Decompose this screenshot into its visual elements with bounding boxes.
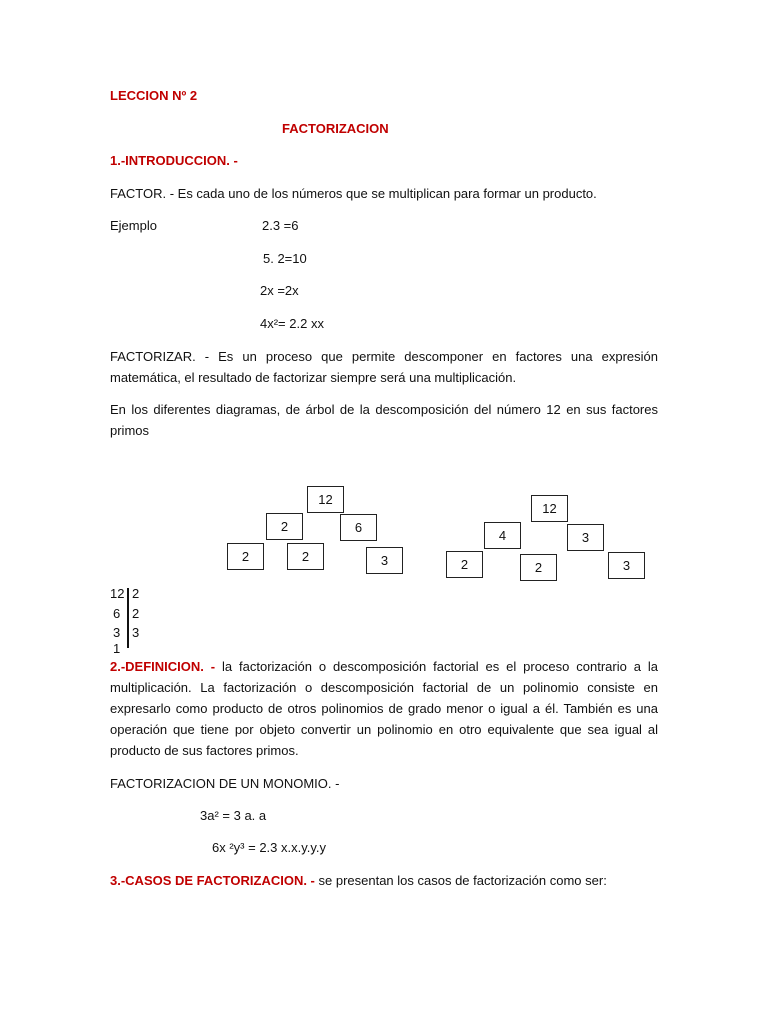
division-divisor: 3 [132,625,140,640]
monomio-example: 3a² = 3 a. a [200,808,267,823]
tree-node: 2 [266,513,303,540]
example-line: 2x =2x [260,283,299,298]
lesson-number: LECCION Nº 2 [110,88,198,103]
example-line: 5. 2=10 [263,251,307,266]
monomio-example: 6x ²y³ = 2.3 x.x.y.y.y [212,840,327,855]
section-heading-cases: 3.-CASOS DE FACTORIZACION. - [110,873,315,888]
factorizar-definition: FACTORIZAR. - Es un proceso que permite descomponer en factores una expresión matemática, el resultado de factorizar siempre será una multiplicación. [110,349,658,385]
factor-definition: FACTOR. - Es cada uno de los números que se multiplican para formar un producto. [110,186,597,201]
tree-node: 2 [446,551,483,578]
tree-node: 3 [567,524,604,551]
section-heading-intro: 1.-INTRODUCCION. - [110,153,238,168]
example-line: 2.3 =6 [262,218,299,233]
division-divisor: 2 [132,586,140,601]
tree-node: 2 [520,554,557,581]
example-label: Ejemplo [110,218,157,233]
division-dividend: 6 [113,606,121,621]
tree-node: 6 [340,514,377,541]
tree-node: 12 [307,486,344,513]
tree-node: 2 [227,543,264,570]
example-line: 4x²= 2.2 xx [260,316,324,331]
division-line [127,588,129,648]
cases-line [110,873,607,888]
tree-node: 4 [484,522,521,549]
definition-paragraph [110,656,658,761]
diagram-intro-text: En los diferentes diagramas, de árbol de la descomposición del número 12 en sus factores primos [110,402,658,438]
monomio-heading: FACTORIZACION DE UN MONOMIO. - [110,776,340,791]
division-dividend: 1 [113,641,121,656]
division-divisor: 2 [132,606,140,621]
division-dividend: 3 [113,625,121,640]
tree-node: 3 [608,552,645,579]
tree-node: 2 [287,543,324,570]
division-dividend: 12 [110,586,125,601]
cases-text: se presentan los casos de factorización como ser: [314,873,607,888]
page-title: FACTORIZACION [282,121,389,136]
section-heading-definition: 2.-DEFINICION. - [110,659,216,674]
definition-text: la factorización o descomposición factorial es el proceso contrario a la multiplicación. La factorización o descomposición factorial de un polinomio consiste en expresarlo como producto de otros polinomios de grado menor o igual a él. También es una operación que tiene por objeto convertir un polinomio en otro equivalente que sea igual al producto de sus factores primos. [110,659,658,758]
tree-node: 3 [366,547,403,574]
tree-node: 12 [531,495,568,522]
